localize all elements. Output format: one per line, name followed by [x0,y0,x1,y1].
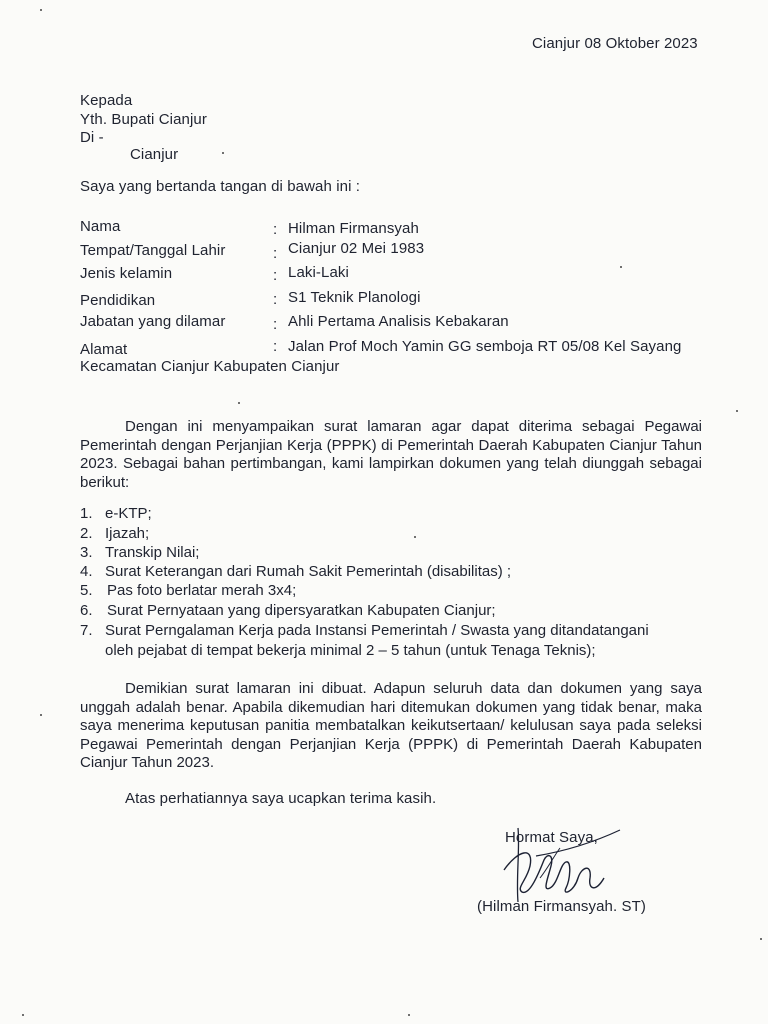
recipient-name: Yth. Bupati Cianjur [80,111,207,128]
doc-item: Transkip Nilai; [105,544,200,561]
date-line: Cianjur 08 Oktober 2023 [532,35,698,52]
field-label-nama: Nama [80,218,121,235]
scan-speck [40,9,42,11]
field-colon: : [273,267,278,284]
doc-number: 1. [80,505,93,522]
field-value-ttl: Cianjur 02 Mei 1983 [288,240,425,257]
field-label-jenis-kelamin: Jenis kelamin [80,265,173,282]
doc-item: Ijazah; [105,525,150,542]
scan-speck [408,1014,410,1016]
field-value-alamat: Jalan Prof Moch Yamin GG semboja RT 05/08 Kel Sayang [288,338,682,355]
recipient-city: Cianjur [130,146,179,163]
recipient-di: Di - [80,129,104,146]
scan-speck [22,1014,24,1016]
field-value-jabatan: Ahli Pertama Analisis Kebakaran [288,313,509,330]
doc-item-continuation: oleh pejabat di tempat bekerja minimal 2 – 5 tahun (untuk Tenaga Teknis); [105,642,596,659]
scan-speck [40,714,42,716]
doc-number: 6. [80,602,93,619]
doc-number: 2. [80,525,93,542]
intro-line: Saya yang bertanda tangan di bawah ini : [80,178,361,195]
signoff: Hormat Saya, [505,829,598,846]
field-label-jabatan: Jabatan yang dilamar [80,313,226,330]
doc-item: e-KTP; [105,505,152,522]
doc-item: Surat Perngalaman Kerja pada Instansi Pemerintah / Swasta yang ditandatangani [105,622,649,639]
field-value-jenis-kelamin: Laki-Laki [288,264,349,281]
field-colon: : [273,338,278,355]
scan-speck [222,152,224,154]
doc-number: 4. [80,563,93,580]
doc-item: Surat Keterangan dari Rumah Sakit Pemerintah (disabilitas) ; [105,563,512,580]
doc-item: Surat Pernyataan yang dipersyaratkan Kabupaten Cianjur; [107,602,496,619]
doc-item: Pas foto berlatar merah 3x4; [107,582,297,599]
address-continuation: Kecamatan Cianjur Kabupaten Cianjur [80,358,340,375]
field-value-nama: Hilman Firmansyah [288,220,419,237]
field-colon: : [273,291,278,308]
scan-speck [620,266,622,268]
paragraph-intro: Dengan ini menyampaikan surat lamaran agar dapat diterima sebagai Pegawai Pemerintah dengan Perjanjian Kerja (PPPK) di Pemerintah Daerah Kabupaten Cianjur Tahun 2023. Sebagai bahan pertimbangan, kami lampirkan dokumen yang telah diunggah sebagai berikut: [80,418,702,491]
doc-number: 5. [80,582,93,599]
field-colon: : [273,221,278,238]
doc-number: 7. [80,622,93,639]
field-label-pendidikan: Pendidikan [80,292,156,309]
scan-speck [414,536,416,538]
doc-number: 3. [80,544,93,561]
field-label-alamat: Alamat [80,341,128,358]
field-colon: : [273,245,278,262]
scan-speck [238,402,240,404]
paragraph-declaration: Demikian surat lamaran ini dibuat. Adapun seluruh data dan dokumen yang saya unggah adalah benar. Apabila dikemudian hari ditemukan dokumen yang tidak benar, maka saya menerima keputusan panitia membatalkan keikutsertaan/ kelulusan saya pada seleksi Pegawai Pemerintah dengan Perjanjian Kerja (PPPK) di Pemerintah Daerah Kabupaten Cianjur Tahun 2023. [80,680,702,771]
closing-line: Atas perhatiannya saya ucapkan terima kasih. [125,790,437,807]
handwritten-signature [500,808,630,908]
field-colon: : [273,316,278,333]
field-value-pendidikan: S1 Teknik Planologi [288,289,421,306]
scan-speck [760,938,762,940]
recipient-kepada: Kepada [80,92,133,109]
signature-name: (Hilman Firmansyah. ST) [477,898,646,915]
scan-speck [736,410,738,412]
field-label-ttl: Tempat/Tanggal Lahir [80,242,226,259]
